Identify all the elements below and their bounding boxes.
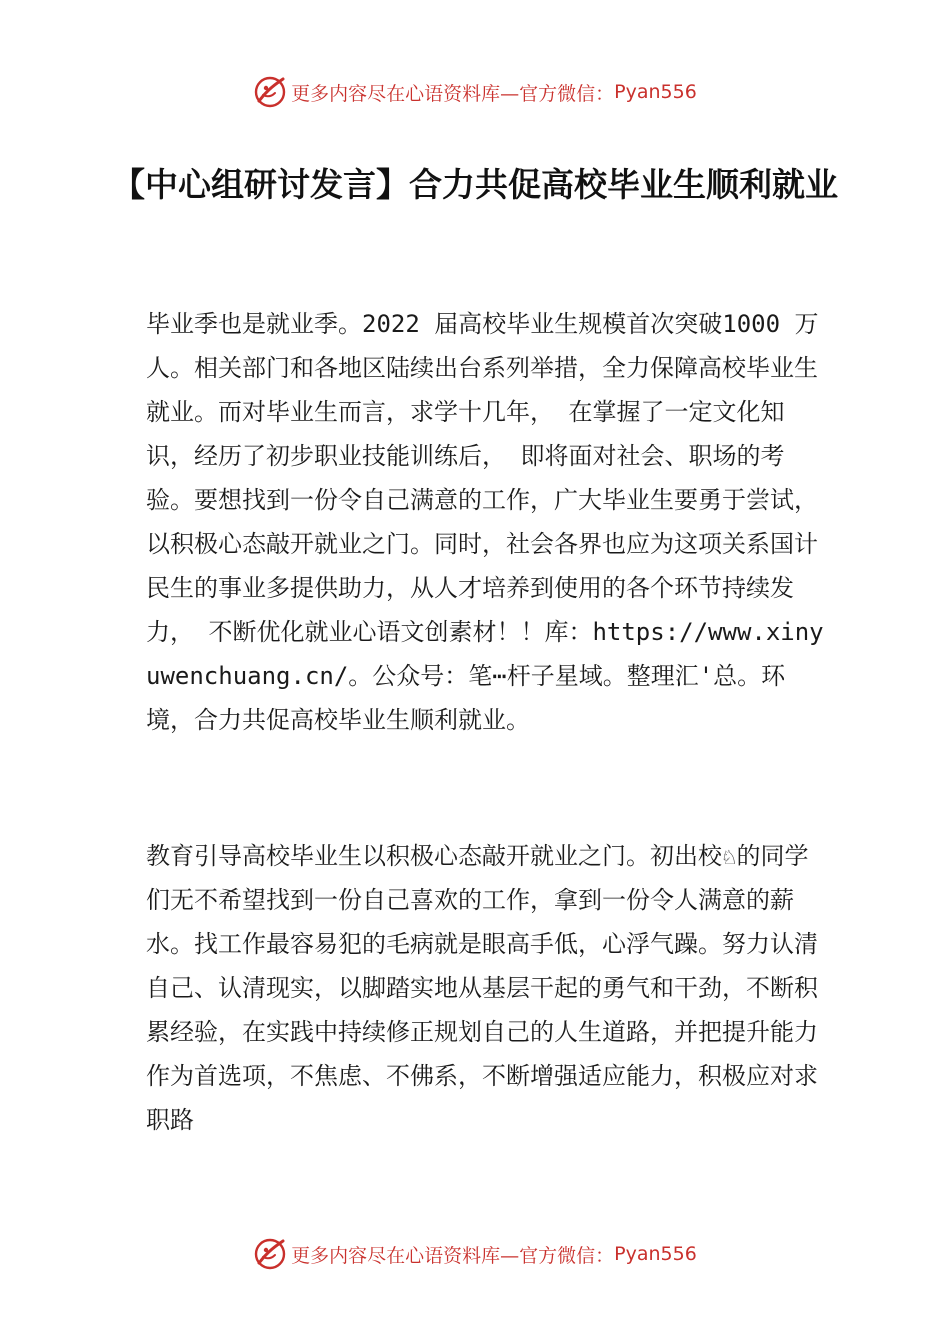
header-watermark bbox=[0, 72, 950, 112]
watermark-brand-text: 更多内容尽在心语资料库—官方微信： bbox=[291, 1244, 615, 1267]
watermark-contact-text: Pyan556 bbox=[614, 1243, 697, 1265]
paragraph-2: 教育引导高校毕业生以积极心态敲开就业之门。初出校♘的同学们无不希望找到一份自己喜欢的工作，拿到一份令人满意的薪水。找工作最容易犯的毛病就是眼高手低，心浮气躁。努力认清自己、认清现实，以脚踏实地从基层干起的勇气和干劲，不断积累经验，在实践中持续修正规划自己的人生道路，并把提升能力作为首选项，不焦虑、不佛系，不断增强适应能力，积极应对求职路 bbox=[146, 842, 818, 1134]
watermark-contact-text: Pyan556 bbox=[614, 81, 697, 103]
red-circle-brush-logo-icon bbox=[253, 75, 287, 109]
red-circle-brush-logo-icon bbox=[253, 1237, 287, 1271]
document-title: 【中心组研讨发言】合力共促高校毕业生顺利就业 bbox=[112, 165, 838, 204]
watermark-brand-text: 更多内容尽在心语资料库—官方微信： bbox=[291, 82, 615, 105]
footer-watermark bbox=[0, 1234, 950, 1274]
paragraph-1: 毕业季也是就业季。2022 届高校毕业生规模首次突破1000 万人。相关部门和各地区陆续出台系列举措，全力保障高校毕业生就业。而对毕业生而言，求学十几年， 在掌握了一定文化知识，经历了初步职业技能训练后， 即将面对社会、职场的考验。要想找到一份令自己满意的工作，广大毕业生要勇于尝试，以积极心态敲开就业之门。同时，社会各界也应为这项关系国计民生的事业多提供助力，从人才培养到使用的各个环节持续发力， 不断优化就业心语文创素材！！库：https://www.xinyuwenchuang.cn/。公众号：笔⋯杆子星域。整理汇'总。环境，合力共促高校毕业生顺利就业。 bbox=[146, 310, 824, 734]
